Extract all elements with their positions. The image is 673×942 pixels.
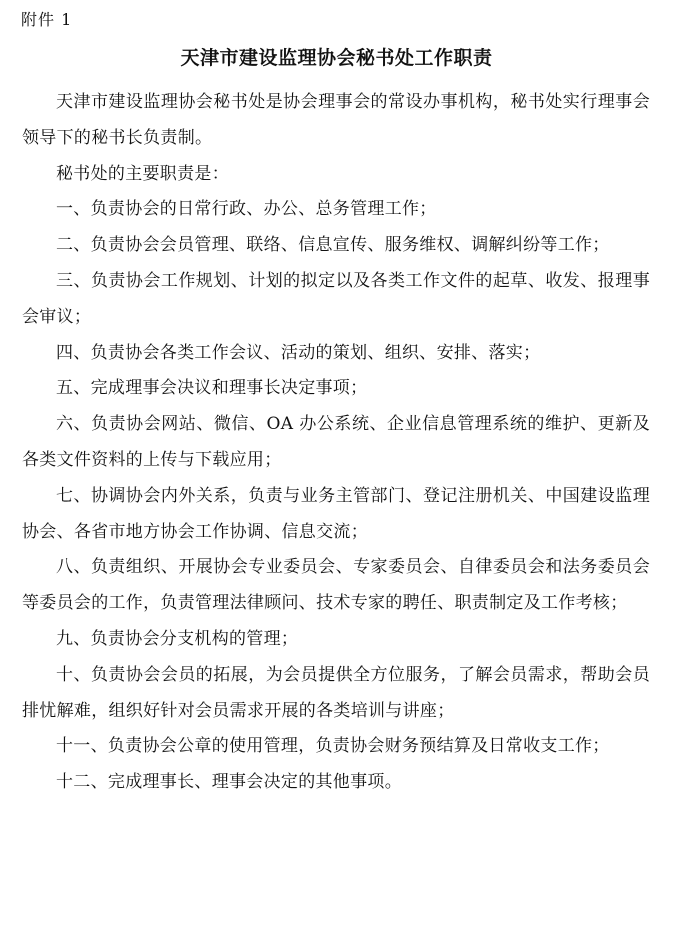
paragraph-intro: 天津市建设监理协会秘书处是协会理事会的常设办事机构，秘书处实行理事会领导下的秘书长负责制。 (22, 92, 650, 148)
paragraph-duty-1: 一、负责协会的日常行政、办公、总务管理工作； (56, 199, 437, 220)
paragraph-duty-7: 七、协调协会内外关系，负责与业务主管部门、登记注册机关、中国建设监理协会、各省市地方协会工作协调、信息交流； (22, 485, 650, 542)
paragraph-duty-2: 二、负责协会会员管理、联络、信息宣传、服务维权、调解纠纷等工作； (56, 235, 610, 256)
document-body (22, 85, 650, 801)
paragraph-duty-10: 十、负责协会会员的拓展，为会员提供全方位服务，了解会员需求，帮助会员排忧解难，组织好针对会员需求开展的各类培训与讲座； (22, 664, 650, 721)
paragraph-duty-5: 五、完成理事会决议和理事长决定事项； (56, 378, 368, 399)
paragraph-duty-4: 四、负责协会各类工作会议、活动的策划、组织、安排、落实； (56, 342, 541, 363)
paragraph-duty-9: 九、负责协会分支机构的管理； (56, 628, 299, 649)
paragraph-duty-8: 八、负责组织、开展协会专业委员会、专家委员会、自律委员会和法务委员会等委员会的工作，负责管理法律顾问、技术专家的聘任、职责制定及工作考核； (22, 557, 650, 614)
paragraph-duty-6: 六、负责协会网站、微信、OA 办公系统、企业信息管理系统的维护、更新及各类文件资料的上传与下载应用； (22, 414, 650, 470)
paragraph-duty-11: 十一、负责协会公章的使用管理，负责协会财务预结算及日常收支工作； (56, 736, 610, 757)
paragraph-duty-12: 十二、完成理事长、理事会决定的其他事项。 (56, 772, 402, 793)
attachment-label: 附件 1 (21, 10, 73, 29)
paragraph-duties-heading: 秘书处的主要职责是： (56, 163, 229, 184)
document-title: 天津市建设监理协会秘书处工作职责 (180, 47, 493, 69)
paragraph-duty-3: 三、负责协会工作规划、计划的拟定以及各类工作文件的起草、收发、报理事会审议； (22, 270, 650, 327)
